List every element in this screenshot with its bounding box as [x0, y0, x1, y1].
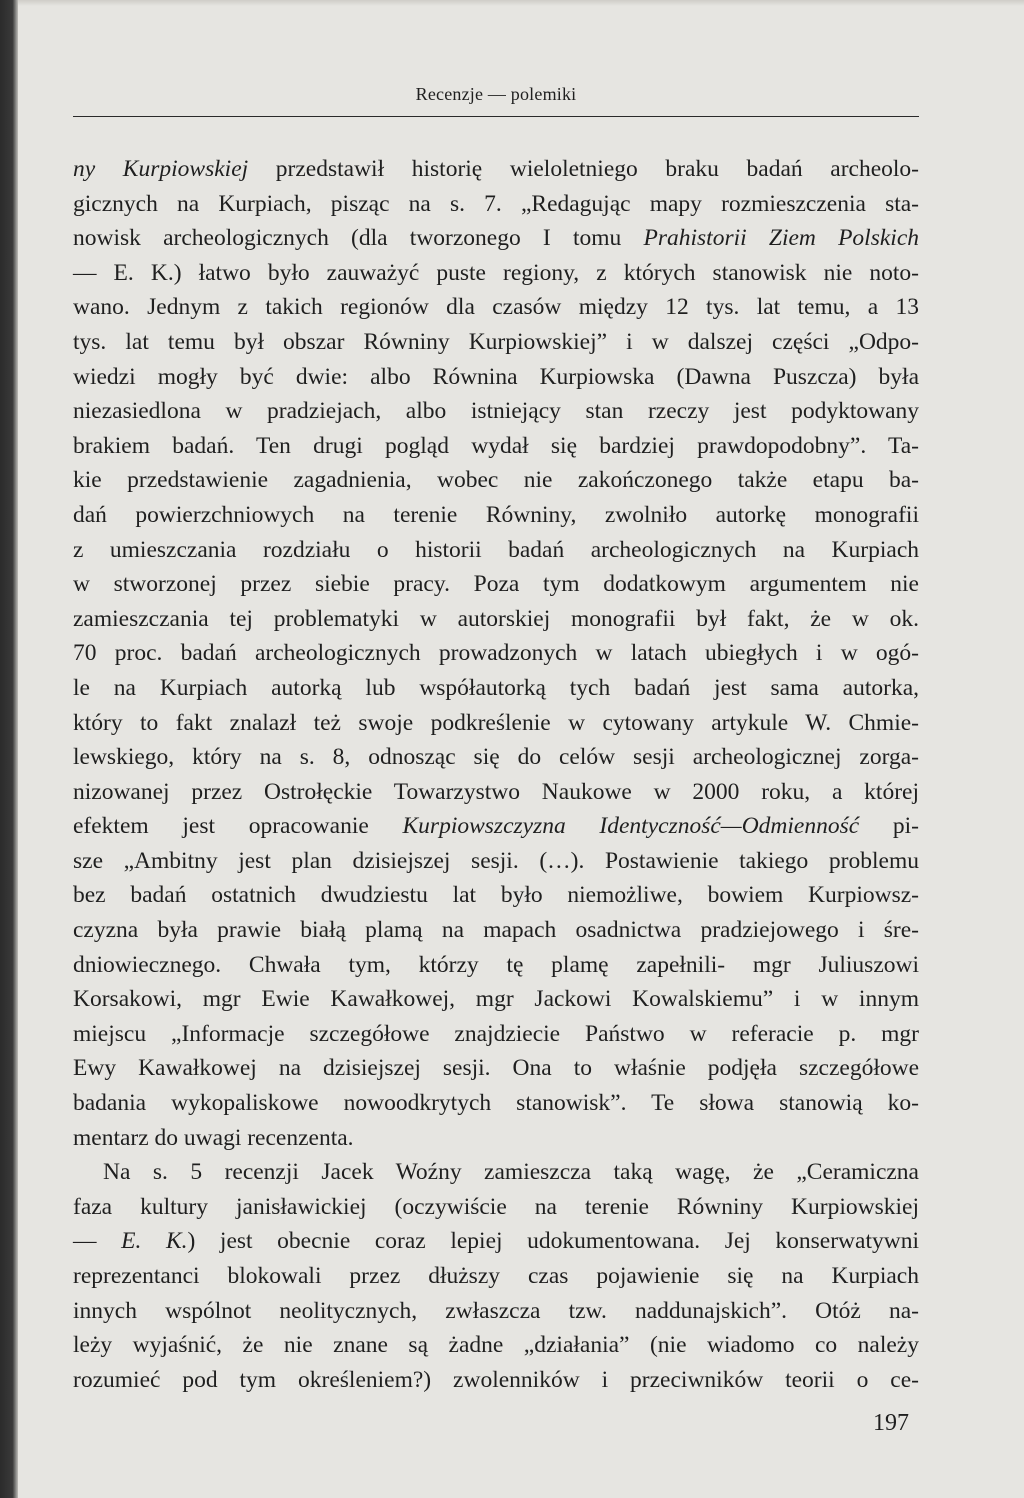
- text-line: innych wspólnot neolitycznych, zwłaszcza tzw. naddunajskich”. Otóż na-: [73, 1297, 919, 1324]
- paragraph-2: [73, 1155, 919, 1397]
- running-header: Recenzje — polemiki: [415, 84, 577, 104]
- italic-title: Prahistorii Ziem Polskich: [643, 225, 920, 252]
- text-span: efektem jest opracowanie: [73, 813, 403, 840]
- text-span: ) jest obecnie coraz lepiej udokumentowana. Jej konserwatywni: [187, 1228, 919, 1255]
- text-span: pi-: [859, 813, 919, 840]
- italic-initials: E. K.: [121, 1228, 188, 1255]
- text-span: nowisk archeologicznych (dla tworzonego I tomu: [73, 225, 644, 252]
- text-line: sze „Ambitny jest plan dzisiejszej sesji. (…). Postawienie takiego problemu: [73, 847, 919, 874]
- text-line: tys. lat temu był obszar Równiny Kurpiowskiej” i w dalszej części „Odpo-: [73, 328, 919, 355]
- text-line: wiedzi mogły być dwie: albo Równina Kurpiowska (Dawna Puszcza) była: [73, 363, 919, 390]
- text-line: [73, 221, 919, 256]
- text-line: le na Kurpiach autorką lub współautorką tych badań jest sama autorka,: [73, 674, 919, 701]
- text-line: dniowiecznego. Chwała tym, którzy tę plamę zapełnili- mgr Juliuszowi: [73, 951, 919, 978]
- text-line: dań powierzchniowych na terenie Równiny, zwolniło autorkę monografii: [73, 501, 919, 528]
- text-line: leży wyjaśnić, że nie znane są żadne „działania” (nie wiadomo co należy: [73, 1332, 919, 1359]
- text-line: brakiem badań. Ten drugi pogląd wydał się bardziej prawdopodobny”. Ta-: [73, 432, 919, 459]
- text-line: [73, 152, 919, 187]
- text-line: w stworzonej przez siebie pracy. Poza tym dodatkowym argumentem nie: [73, 571, 919, 598]
- text-line: Na s. 5 recenzji Jacek Woźny zamieszcza taką wagę, że „Ceramiczna: [103, 1159, 919, 1186]
- text-span: —: [73, 1228, 122, 1255]
- italic-title: Kurpiowszczyzna Identyczność—Odmienność: [402, 813, 860, 840]
- text-line: niezasiedlona w pradziejach, albo istniejący stan rzeczy jest podyktowany: [73, 398, 919, 425]
- body-text: [73, 152, 919, 1397]
- text-line: miejscu „Informacje szczegółowe znajdziecie Państwo w referacie p. mgr: [73, 1020, 919, 1047]
- text-line: kie przedstawienie zagadnienia, wobec nie zakończonego także etapu ba-: [73, 467, 919, 494]
- text-line: bez badań ostatnich dwudziestu lat było niemożliwe, bowiem Kurpiowsz-: [73, 882, 919, 909]
- paragraph-1: [73, 152, 919, 1155]
- header-rule: [73, 116, 919, 117]
- text-line: który to fakt znalazł też swoje podkreślenie w cytowany artykule W. Chmie-: [73, 709, 919, 736]
- text-line: [73, 1224, 919, 1259]
- text-line: — E. K.) łatwo było zauważyć puste regiony, z których stanowisk nie noto-: [73, 259, 919, 286]
- page-number: 197: [873, 1410, 909, 1436]
- text-line: [73, 809, 919, 844]
- text-line: lewskiego, który na s. 8, odnosząc się do celów sesji archeologicznej zorga-: [73, 744, 919, 771]
- page-top-edge: [18, 0, 1024, 6]
- text-line: Ewy Kawałkowej na dzisiejszej sesji. Ona to właśnie podjęła szczegółowe: [73, 1055, 919, 1082]
- text-line: gicznych na Kurpiach, pisząc na s. 7. „Redagując mapy rozmieszczenia sta-: [73, 190, 919, 217]
- text-line: badania wykopaliskowe nowoodkrytych stanowisk”. Te słowa stanowią ko-: [73, 1090, 919, 1117]
- text-line: reprezentanci blokowali przez dłuższy czas pojawienie się na Kurpiach: [73, 1263, 919, 1289]
- text-line: Korsakowi, mgr Ewie Kawałkowej, mgr Jackowi Kowalskiemu” i w innym: [73, 986, 919, 1013]
- text-line: 70 proc. badań archeologicznych prowadzonych w latach ubiegłych i w ogó-: [73, 640, 919, 667]
- text-line: mentarz do uwagi recenzenta.: [73, 1124, 354, 1151]
- book-spine-shadow: [0, 0, 18, 1498]
- text-line: faza kultury janisławickiej (oczywiście na terenie Równiny Kurpiowskiej: [73, 1193, 919, 1220]
- italic-title: ny Kurpiowskiej: [73, 156, 249, 182]
- text-line: z umieszczania rozdziału o historii badań archeologicznych na Kurpiach: [73, 536, 919, 563]
- text-line: rozumieć pod tym określeniem?) zwolenników i przeciwników teorii o ce-: [73, 1366, 919, 1393]
- text-span: przedstawił historię wieloletniego braku badań archeolo-: [248, 156, 919, 182]
- text-line: wano. Jednym z takich regionów dla czasów między 12 tys. lat temu, a 13: [73, 294, 919, 321]
- text-line: zamieszczania tej problematyki w autorskiej monografii był fakt, że w ok.: [73, 605, 919, 632]
- text-line: czyzna była prawie białą plamą na mapach osadnictwa pradziejowego i śre-: [73, 917, 919, 944]
- text-line: nizowanej przez Ostrołęckie Towarzystwo Naukowe w 2000 roku, a której: [73, 778, 919, 805]
